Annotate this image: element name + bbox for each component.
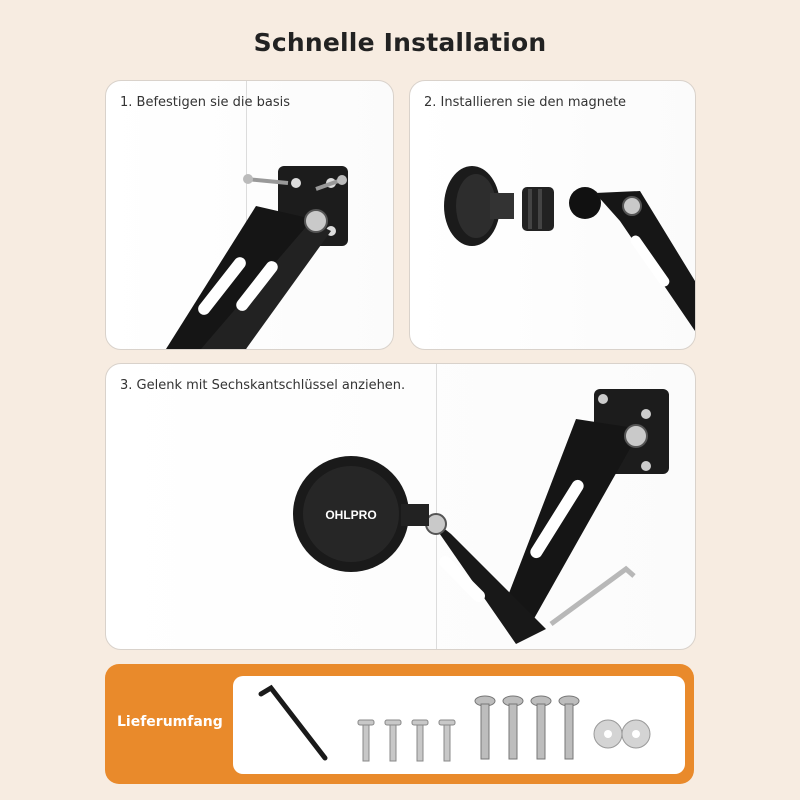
ball-joint (569, 187, 601, 219)
hex-key-icon (551, 569, 634, 624)
joint-knob-icon (625, 425, 647, 447)
hex-key-icon (261, 688, 325, 758)
washers-icon (594, 720, 650, 748)
page-title: Schnelle Installation (253, 28, 547, 57)
long-screws-icon (475, 696, 579, 759)
step-1-label: 1. Befestigen sie die basis (120, 95, 291, 110)
step-2-illustration (410, 81, 695, 349)
package-contents-bar (105, 664, 694, 784)
package-label: Lieferumfang (117, 714, 223, 730)
step-1-illustration (106, 81, 393, 349)
step-2-label: 2. Installieren sie den magnete (424, 95, 627, 110)
parts-illustration (233, 676, 685, 774)
screw-hole-icon (291, 178, 301, 188)
short-screws-icon (358, 720, 455, 761)
step-2-panel (409, 80, 696, 350)
step-3-panel (105, 363, 696, 650)
arm-upper (501, 419, 641, 624)
joint-knob-icon (305, 210, 327, 232)
step-1-panel (105, 80, 394, 350)
parts-box (233, 676, 685, 774)
step-3-label: 3. Gelenk mit Sechskantschlüssel anziehen. (120, 378, 406, 393)
brand-logo: OHLPRO (325, 508, 377, 522)
step-3-illustration (106, 364, 695, 649)
